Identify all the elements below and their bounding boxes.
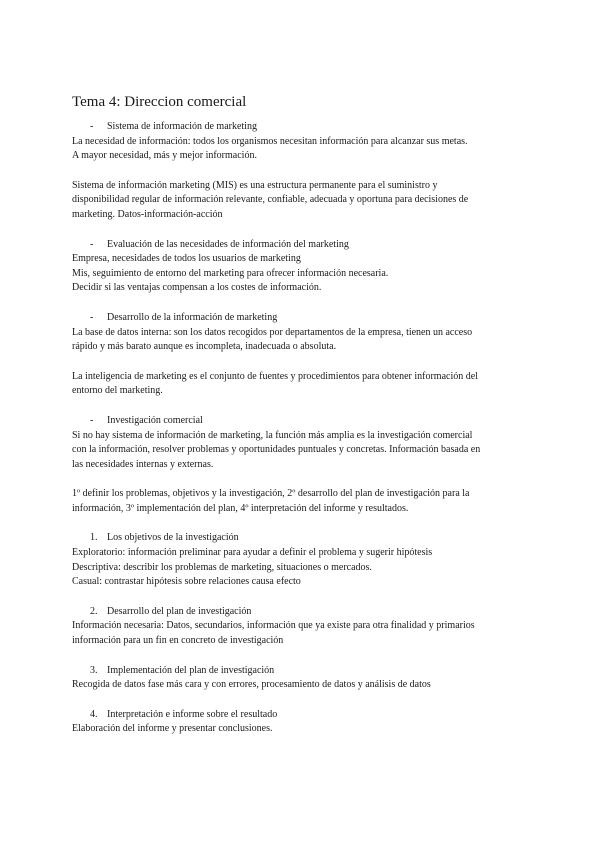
text-line: las necesidades internas y externas. [72,458,214,470]
bullet-mark: - [90,238,94,250]
bullet-mark: - [90,311,94,323]
text-line: Empresa, necesidades de todos los usuarios de marketing [72,253,301,265]
text-line: Recogida de datos fase más cara y con errores, procesamiento de datos y análisis de datos [72,679,431,691]
text-line: 1º definir los problemas, objetivos y la investigación, 2º desarrollo del plan de investigación para la [72,488,470,500]
text-line: La inteligencia de marketing es el conjunto de fuentes y procedimientos para obtener información del [72,370,478,382]
list-number: 3. [90,664,98,676]
heading-text: Desarrollo de la información de marketing [107,311,278,323]
text-line: Mis, seguimiento de entorno del marketing para ofrecer información necesaria. [72,267,389,279]
text-line: rápido y más barato aunque es incompleta, inadecuada o absoluta. [72,341,337,353]
heading-text: Investigación comercial [107,414,203,426]
bullet-mark: - [90,414,94,426]
list-number: 1. [90,532,98,544]
text-line: Casual: contrastar hipótesis sobre relaciones causa efecto [72,576,301,588]
numbered-heading-implementacion [72,664,532,679]
list-number: 2. [90,605,98,617]
text-line: con la información, resolver problemas y oportunidades puntuales y concretas. Información basada en [72,444,481,456]
text-line: Si no hay sistema de información de marketing, la función más amplia es la investigación comercial [72,429,473,441]
bullet-heading-investigacion [72,414,532,429]
heading-text: Implementación del plan de investigación [107,664,275,676]
bullet-heading-sistema [72,120,532,135]
text-line: A mayor necesidad, más y mejor información. [72,150,257,162]
text-line: La base de datos interna: son los datos recogidos por departamentos de la empresa, tienen un acceso [72,326,473,338]
text-line: Exploratorio: información preliminar para ayudar a definir el problema y sugerir hipótesis [72,547,433,559]
text-line: La necesidad de información: todos los organismos necesitan información para alcanzar sus metas. [72,135,468,147]
heading-text: Desarrollo del plan de investigación [107,605,252,617]
numbered-heading-objetivos [72,531,532,546]
bullet-heading-evaluacion [72,238,532,253]
document-body [72,92,532,737]
list-number: 4. [90,708,98,720]
bullet-mark: - [90,121,94,132]
text-line: información para un fin en concreto de investigación [72,635,284,647]
text-line: Decidir si las ventajas compensan a los costes de información. [72,282,322,294]
heading-text: Los objetivos de la investigación [107,532,239,544]
text-line: disponibilidad regular de información relevante, confiable, adecuada y oportuna para decisiones de [72,194,469,206]
text-line: Descriptiva: describir los problemas de marketing, situaciones o mercados. [72,561,372,573]
numbered-heading-plan [72,605,532,620]
document-title: Tema 4: Direccion comercial [72,94,247,110]
heading-text: Interpretación e informe sobre el resultado [107,708,278,720]
text-line: información, 3º implementación del plan, 4º interpretación del informe y resultados. [72,502,409,514]
numbered-heading-interpretacion [72,708,532,723]
text-line: marketing. Datos-información-acción [72,208,223,220]
text-line: Información necesaria: Datos, secundarios, información que ya existe para otra finalidad y primarios [72,620,475,632]
text-line: Elaboración del informe y presentar conclusiones. [72,723,273,735]
text-line: Sistema de información marketing (MIS) es una estructura permanente para el suministro y [72,179,438,191]
heading-text: Evaluación de las necesidades de información del marketing [107,238,349,250]
bullet-heading-desarrollo [72,311,532,326]
text-line: entorno del marketing. [72,385,163,397]
heading-text: Sistema de información de marketing [107,121,257,132]
